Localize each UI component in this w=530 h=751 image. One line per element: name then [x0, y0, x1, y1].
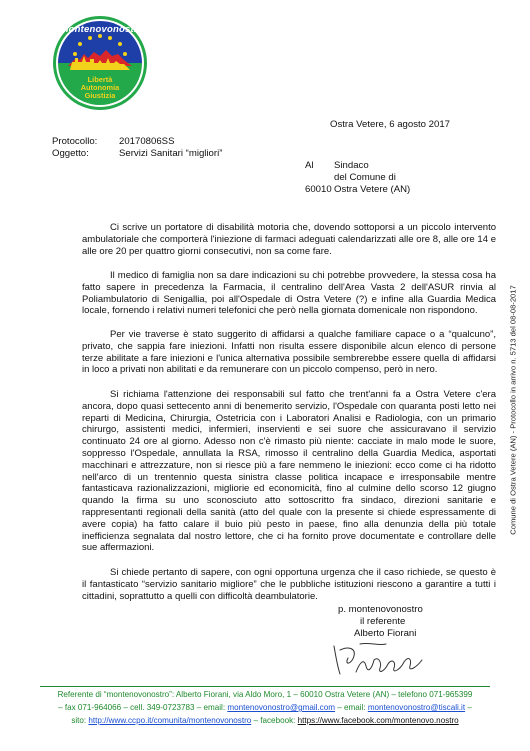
logo-motto-line: Libertà [87, 75, 113, 84]
website-link[interactable]: http://www.ccpo.it/comunita/montenovonostro [88, 716, 252, 725]
body-paragraph: Si chiede pertanto di sapere, con ogni opportuna urgenza che il caso richiede, se questo è il fantasticato “servizio sanitario migliore” che le pubbliche istituzioni riescono a garantire a tutti i cittadini, soprattutto a quelli con difficoltà deambulatorie. [82, 567, 496, 602]
signature-org: p. montenovonostro [338, 604, 423, 615]
body-paragraph: Il medico di famiglia non sa dare indicazioni su chi potrebbe provvedere, la stessa cosa ha fatto sapere in precedenza la Farmacia, il centralino dell'Area Vasta 2 dell'ASUR rinvia al Poliambulatorio di Senigallia, poi all'Ospedale di Ostra Vetere (?) e infine alla Guardia Medica locale, fornendo i relativi numeri telefonici che però nella giornata domenicale non rispondono. [82, 270, 496, 317]
footer-contacts: – fax 071-964066 – cell. 349-0723783 – email: [58, 703, 228, 712]
footer-separator: – email: [334, 703, 368, 712]
signature-role: il referente [360, 616, 406, 627]
logo-top-text: montenovonostro [60, 24, 144, 35]
recipient-line: del Comune di [334, 172, 396, 183]
logo-motto [70, 76, 130, 101]
recipient-line: Sindaco [334, 160, 369, 171]
footer-facebook-label: – facebook: [251, 716, 298, 725]
party-logo [50, 14, 150, 112]
protocollo-label: Protocollo: [52, 136, 98, 147]
oggetto-label: Oggetto: [52, 148, 89, 159]
facebook-link[interactable]: https://www.facebook.com/montenovo.nostro [297, 716, 459, 725]
footer-rule [40, 686, 490, 687]
logo-motto-line: Giustizia [84, 91, 116, 101]
recipient-cap: 60010 [305, 184, 332, 195]
body-paragraph: Si richiama l'attenzione dei responsabili sul fatto che trent'anni fa a Ostra Vetere c'era ancora, dopo quasi settecento anni di benemerito servizio, l'Ospedale con quaranta posti letto nei reparti di Medicina, Chirurgia, Ostetricia con i Laboratori Analisi e Radiologia, con un primario chirurgo, assistenti medici, infermieri, inservienti e sei suore che assicuravano il servizio continuato 24 ore al giorno. Adesso non c'è rimasto più niente: cacciate in malo mode le suore, soppresso l'Ospedale, annullata la RSA, rimosso il centralino della Guardia Medica, asportati macchinari e attrezzature, non si riesce più a fare nemmeno le iniezioni: ecco come ci ha ridotto nell'arco di un trentennio questa sinistra classe politica incapace e irresponsabile mentre fantasticava razionalizzazioni, migliorie ed economicità, fino al culmine dello scorso 12 giugno quando la firma su uno sconosciuto atto sottoscritto fra sindaco, direzioni sanitarie e rappresentanti regionali della sanità (atto del quale con la presente si chiede espressamente di avere copia) ha fatto calare il buio più pesto in paese, fino alla denunzia della più totale inefficienza segnalata dal nostro lettore, che ci ha fornito prove documentate e controllare delle sue affermazioni. [82, 389, 496, 554]
footer-line [0, 689, 530, 701]
recipient-line: Ostra Vetere (AN) [334, 184, 411, 195]
email-link-tiscali[interactable]: montenovonostro@tiscali.it [367, 703, 466, 712]
protocollo-value: 20170806SS [119, 136, 175, 147]
recipient-al: Al [305, 160, 314, 171]
date-line: Ostra Vetere, 6 agosto 2017 [330, 119, 451, 130]
logo-motto-line: Autonomia [80, 83, 120, 93]
protocol-stamp [508, 232, 518, 587]
body-paragraph: Ci scrive un portatore di disabilità motoria che, dovendo sottoporsi a un piccolo intervento ambulatoriale che comporterà l'iniezione di farmaci adeguati calendarizzati alle ore 8, alle ore 14 e alle ore 20 per quattro giorni consecutivi, non sa come fare. [82, 222, 496, 257]
footer-line [0, 702, 530, 714]
oggetto-value: Servizi Sanitari “migliori” [119, 148, 223, 159]
footer-referente: Referente di “montenovonostro”: Alberto Fiorani, via Aldo Moro, 1 – 60010 Ostra Vetere (AN) – telefono 071-965399 [57, 690, 473, 699]
handwritten-signature [330, 628, 430, 680]
body-paragraph: Per vie traverse è stato suggerito di affidarsi a qualche familiare capace o a “qualcuno”, privato, che sappia fare iniezioni. Infatti non risulta essere disponibile alcun elenco di persone terze abilitate a fare iniezioni e l'unica alternativa possibile sembrerebbe essere quella di affidarsi in loco a privati non abilitati e da remunerare con un piccolo compenso, però in nero. [82, 329, 496, 376]
protocol-stamp-text: Comune di Ostra Vetere (AN) - Protocollo in arrivo n. 5713 del 08-08-2017 [508, 284, 518, 535]
signature-name: Alberto Fiorani [354, 628, 417, 639]
footer-line [0, 715, 530, 727]
email-link-gmail[interactable]: montenovonostro@gmail.com [227, 703, 335, 712]
footer-separator: – [465, 703, 472, 712]
footer-site-label: sito: [71, 716, 89, 725]
